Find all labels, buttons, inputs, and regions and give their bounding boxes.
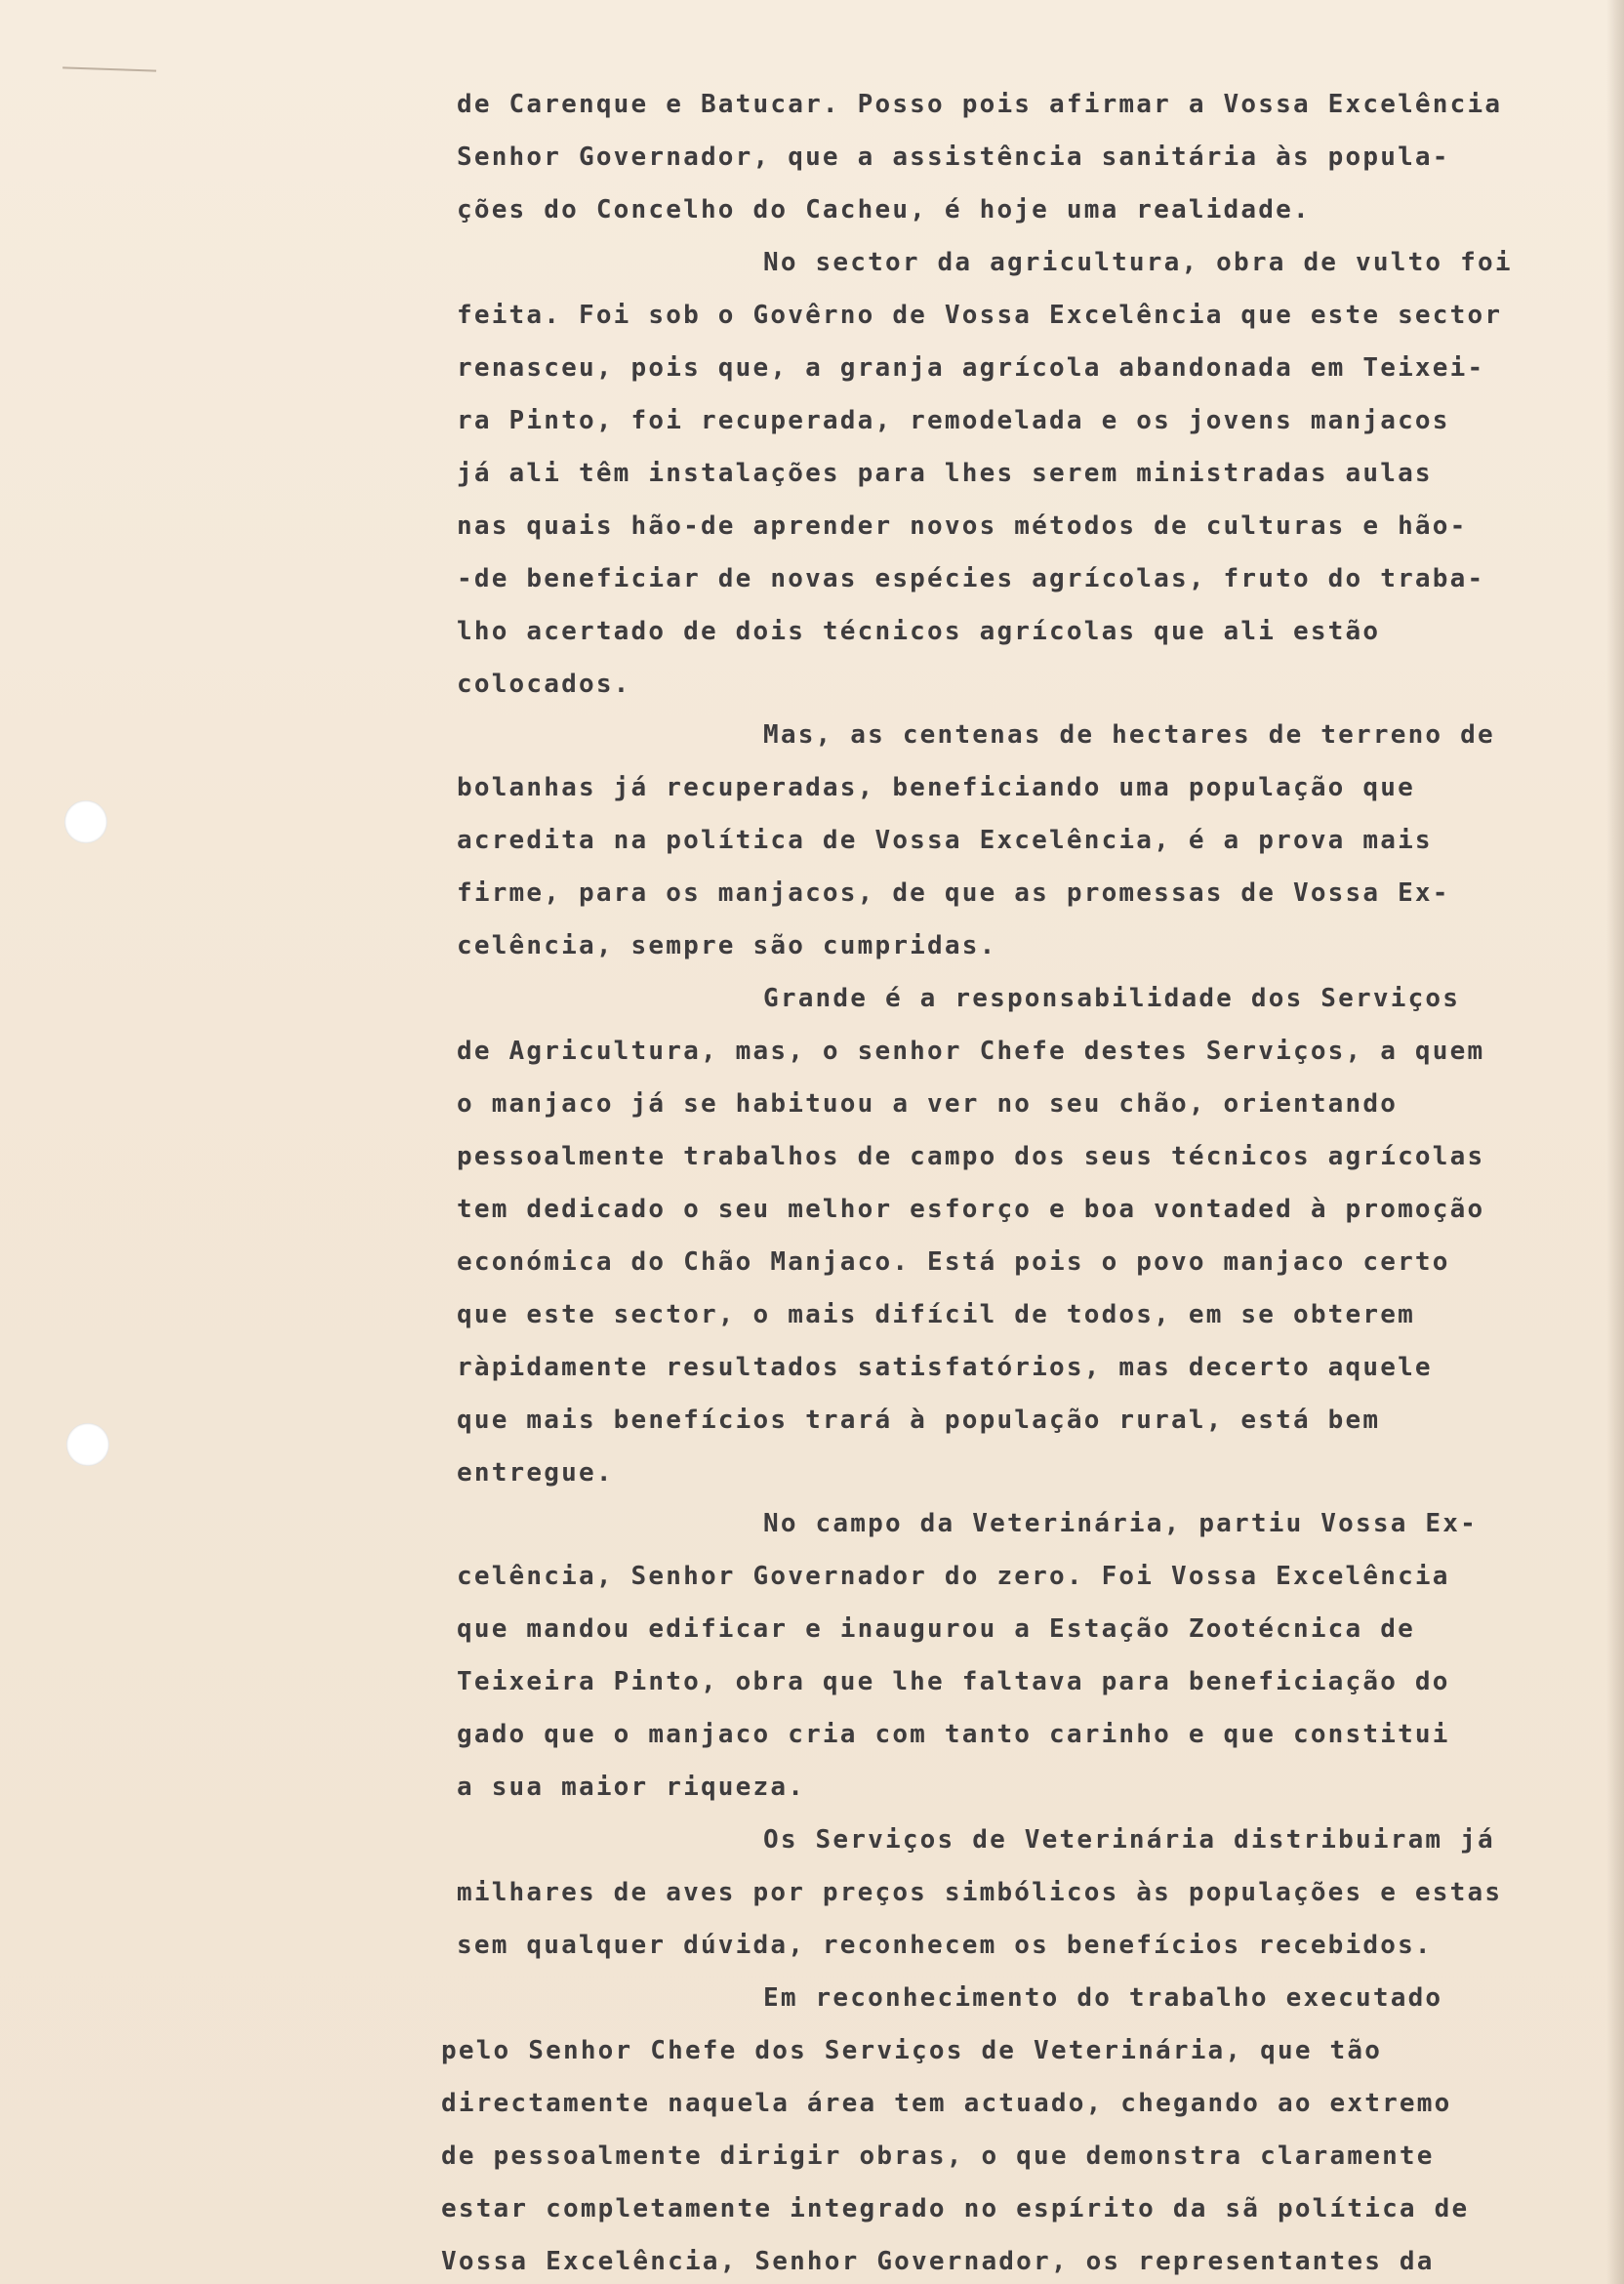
text-line: Vossa Excelência, Senhor Governador, os representantes da <box>441 2247 1435 2276</box>
text-line: estar completamente integrado no espírito da sã política de <box>441 2194 1470 2223</box>
text-line: Teixeira Pinto, obra que lhe faltava para beneficiação do <box>457 1667 1450 1696</box>
text-line: acredita na política de Vossa Excelência, é a prova mais <box>457 826 1433 855</box>
text-line: que mandou edificar e inaugurou a Estação Zootécnica de <box>457 1614 1415 1644</box>
text-line: tem dedicado o seu melhor esforço e boa vontaded à promoção <box>457 1195 1485 1224</box>
text-line: Mas, as centenas de hectares de terreno de <box>763 720 1495 750</box>
text-line: entregue. <box>457 1458 614 1488</box>
text-line: de Carenque e Batucar. Posso pois afirmar a Vossa Excelência <box>457 90 1503 119</box>
text-line: o manjaco já se habituou a ver no seu chão, orientando <box>457 1089 1399 1119</box>
text-line: pessoalmente trabalhos de campo dos seus técnicos agrícolas <box>457 1142 1485 1171</box>
text-line: -de beneficiar de novas espécies agrícolas, fruto do traba- <box>457 564 1485 593</box>
text-line: a sua maior riqueza. <box>457 1773 806 1802</box>
text-line: Os Serviços de Veterinária distribuiram já <box>763 1825 1495 1855</box>
text-line: ções do Concelho do Cacheu, é hoje uma realidade. <box>457 195 1311 224</box>
text-line: Em reconhecimento do trabalho executado <box>763 1983 1443 2013</box>
text-line: No sector da agricultura, obra de vulto foi <box>763 248 1513 277</box>
text-line: ràpidamente resultados satisfatórios, mas decerto aquele <box>457 1353 1433 1382</box>
text-line: lho acertado de dois técnicos agrícolas que ali estão <box>457 617 1381 646</box>
text-line: de pessoalmente dirigir obras, o que demonstra claramente <box>441 2141 1435 2171</box>
text-line: No campo da Veterinária, partiu Vossa Ex- <box>763 1509 1478 1538</box>
text-line: de Agricultura, mas, o senhor Chefe destes Serviços, a quem <box>457 1037 1485 1066</box>
text-line: celência, sempre são cumpridas. <box>457 931 997 960</box>
text-line: bolanhas já recuperadas, beneficiando uma população que <box>457 773 1415 802</box>
text-line: renasceu, pois que, a granja agrícola abandonada em Teixei- <box>457 353 1485 383</box>
text-line: Senhor Governador, que a assistência sanitária às popula- <box>457 143 1450 172</box>
text-line: já ali têm instalações para lhes serem ministradas aulas <box>457 459 1433 488</box>
text-line: que mais benefícios trará à população rural, está bem <box>457 1406 1381 1435</box>
text-line: directamente naquela área tem actuado, chegando ao extremo <box>441 2089 1452 2118</box>
text-line: firme, para os manjacos, de que as promessas de Vossa Ex- <box>457 878 1450 908</box>
text-line: que este sector, o mais difícil de todos, em se obterem <box>457 1300 1415 1329</box>
text-line: nas quais hão-de aprender novos métodos de culturas e hão- <box>457 511 1468 541</box>
text-line: feita. Foi sob o Govêrno de Vossa Excelência que este sector <box>457 301 1503 330</box>
text-line: celência, Senhor Governador do zero. Foi Vossa Excelência <box>457 1562 1450 1591</box>
text-line: ra Pinto, foi recuperada, remodelada e os jovens manjacos <box>457 406 1450 435</box>
text-line: sem qualquer dúvida, reconhecem os benefícios recebidos. <box>457 1931 1433 1960</box>
text-line: Grande é a responsabilidade dos Serviços <box>763 984 1461 1013</box>
text-line: pelo Senhor Chefe dos Serviços de Veterinária, que tão <box>441 2036 1383 2065</box>
text-line: económica do Chão Manjaco. Está pois o povo manjaco certo <box>457 1247 1450 1277</box>
text-line: gado que o manjaco cria com tanto carinho e que constitui <box>457 1720 1450 1749</box>
text-line: milhares de aves por preços simbólicos às populações e estas <box>457 1878 1503 1907</box>
text-line: colocados. <box>457 670 631 699</box>
